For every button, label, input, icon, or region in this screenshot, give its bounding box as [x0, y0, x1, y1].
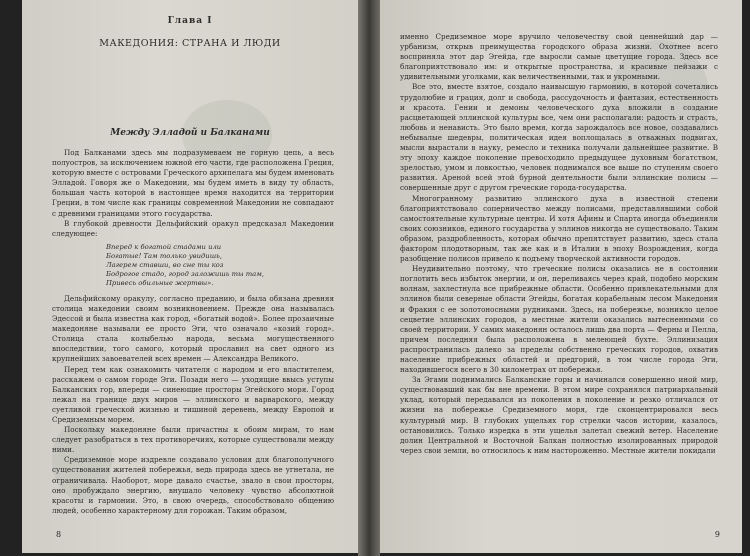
poem-line: Лагерем ставши, во сне ты коз: [106, 260, 224, 269]
page-number: 8: [56, 530, 62, 539]
left-page: [22, 0, 358, 553]
paragraph: Перед тем как ознакомить читателя с народом и его властителем, расскажем о самом городе Эги. Позади него — уходящие ввысь уступы Балканских гор, впереди — синеющие просторы Эгейского моря. Город лежал на границе двух миров — эллинского и варварского, между суетливой греческой жизнью и тишиной деревень, между Европой и Средиземным морем.: [52, 364, 334, 424]
paragraph: Все это, вместе взятое, создало наивысшую гармонию, в которой сочетались трудолюбие и грация, долг и свобода, рассудочность и фантазия, естественность и красота. Гении и демоны человеческого духа вложили в создание расцветающей эллинской культуры все, чем они располагали: радость и страсть, любовь и ненависть. Это было время, когда зарождалось все новое, создавались небывалые шедевры, политическая идея воплощалась в отважных подвигах, мысли вырастали в науку, ремесло и техника получали дальнейшее развитие. В эту эпоху каждое поколение превосходило предыдущее духовным богатством, зрелостью, умом и ловкостью, человек поднимался все выше по ступеням своего развития. Ареной всей этой бурной деятельности были эллинские полисы — совершенные друг с другом греческие города-государства.: [400, 82, 718, 193]
paragraph: именно Средиземное море вручило человечеству свой ценнейший дар — урбанизм, открыв преимущества городского образа жизни. Охотнее всего восприняла этот дар Эгейда, где выросли самые цветущие города. Здесь все благоприятствовало им: и открытые пространства, и красивые пейзажи с удивительными уголками, как величественными, так и укромными.: [400, 32, 718, 82]
chapter-heading: Глава I: [167, 16, 213, 26]
chapter-title: МАКЕДОНИЯ: СТРАНА И ЛЮДИ: [99, 38, 281, 49]
paragraph: Дельфийскому оракулу, согласно преданию, и была обязана древняя столица македонии своим возникновением. Прежде она называлась Эдессой и была известна как город, «богатый водой». Более прозаичные македоняне называли ее просто Эги, что означало «козий город». Столица стала колыбелью народа, весьма могущественного впоследствии, того самого, который прославил на свет одного из крупнейших завоевателей всех времен — Александра Великого.: [52, 293, 334, 364]
poem-line: Богатые! Там только увидишь,: [106, 251, 222, 260]
left-body: [52, 148, 334, 516]
paragraph: За Эгами поднимались Балканские горы и начинался совершенно иной мир, существовавший как бы вне времени. В этом мире сохранялся патриархальный уклад, который передавался из поколения в поколение и резко отличался от жизни на побережье Средиземного моря, где сконцентрировался весь культурный мир. В глубоких ущельях гор стрелки часов истории, казалось, остановились. Только изредка в эти ущелья залетал свежий ветер. Население долин Центральной и Восточной Балкан полностью изолированных природой через свои земли, во относилось к ним настороженно. Местные жители покидали: [400, 375, 718, 455]
poem-line: Привесь обильные жертвы».: [106, 278, 214, 287]
oracle-poem: [106, 243, 334, 288]
paragraph: Неудивительно поэтому, что греческие полисы оказались не в состоянии поглотить весь избыток энергии, и он, переливаясь через край, подобно морским волнам, захлестнула все прибрежные области. Особенно привлекательными для эллинов были северные области Эгейды, богатая корабельным лесом Македония и Фракия с ее золотоносными рудниками. Здесь, на побережье, возникло целое сецветие эллинских городов, а местные жители оказались вытесненными со своей территории. У самих македонян осталось лишь два порта — Ферны и Пелла, причем последняя была расположена в мелеющей бухте. Эллинизация распространилась далеко за пределы собственно греческих городов, охватив население прибрежных областей и предгорий, в том числе города Эги, находившегося всего в 30 километрах от побережья.: [400, 264, 718, 375]
paragraph: Многогранному развитию эллинского духа в известной степени благоприятствовало соперничество между полисами, представлявшими собой самостоятельные культурные центры. И хотя Афины и Спарта иногда объединяли своих союзников, единого государства у эллинов никогда не существовало. Таким образом, раздробленность, которая обычно препятствует развитию, здесь стала фактором плодотворным, так же как и в Италии в эпоху Возрождения, когда разобщение полисов привело к подъему творческой активности городов.: [400, 193, 718, 264]
poem-line: Бодрогое стадо, город заложишь ты там,: [106, 269, 265, 278]
right-body: [400, 32, 718, 456]
section-heading: Между Элладой и Балканами: [110, 128, 270, 138]
paragraph: Поскольку македоняне были причастны к обоим мирам, то нам следует разобраться в тех противоречиях, которые существовали между ними.: [52, 425, 334, 455]
book-gutter: [358, 0, 380, 556]
page-number: 9: [714, 530, 720, 539]
paragraph: В глубокой древности Дельфийский оракул предсказал Македонии следующее:: [52, 218, 334, 238]
paragraph: Под Балканами здесь мы подразумеваем не горную цепь, а весь полуостров, за исключением южной его части, где расположена Греция, которую вместе с островами Греческого архипелага мы будем именовать Элладой. Говоря же о Македонии, мы будем иметь в виду ту область, большая часть которой в настоящее время находится на территории Греции, в том числе как границы современной Македонии не совпадают с древними границами этого государства.: [52, 148, 334, 218]
right-page: [380, 0, 742, 553]
poem-line: Вперед к богатой стадами или: [106, 242, 222, 251]
paragraph: Средиземное море издревле создавало условия для благополучного существования жителей побережья, ведь природа здесь не угнетала, не ограничивала. Наоборот, море давало счастье, звало в свои просторы, оно пробуждало энергию, внушало человеку чувство абсолютной красоты и гармонии. Это, в свою очередь, способствовало общению людей, особенно характерному для горожан. Таким образом,: [52, 455, 334, 515]
